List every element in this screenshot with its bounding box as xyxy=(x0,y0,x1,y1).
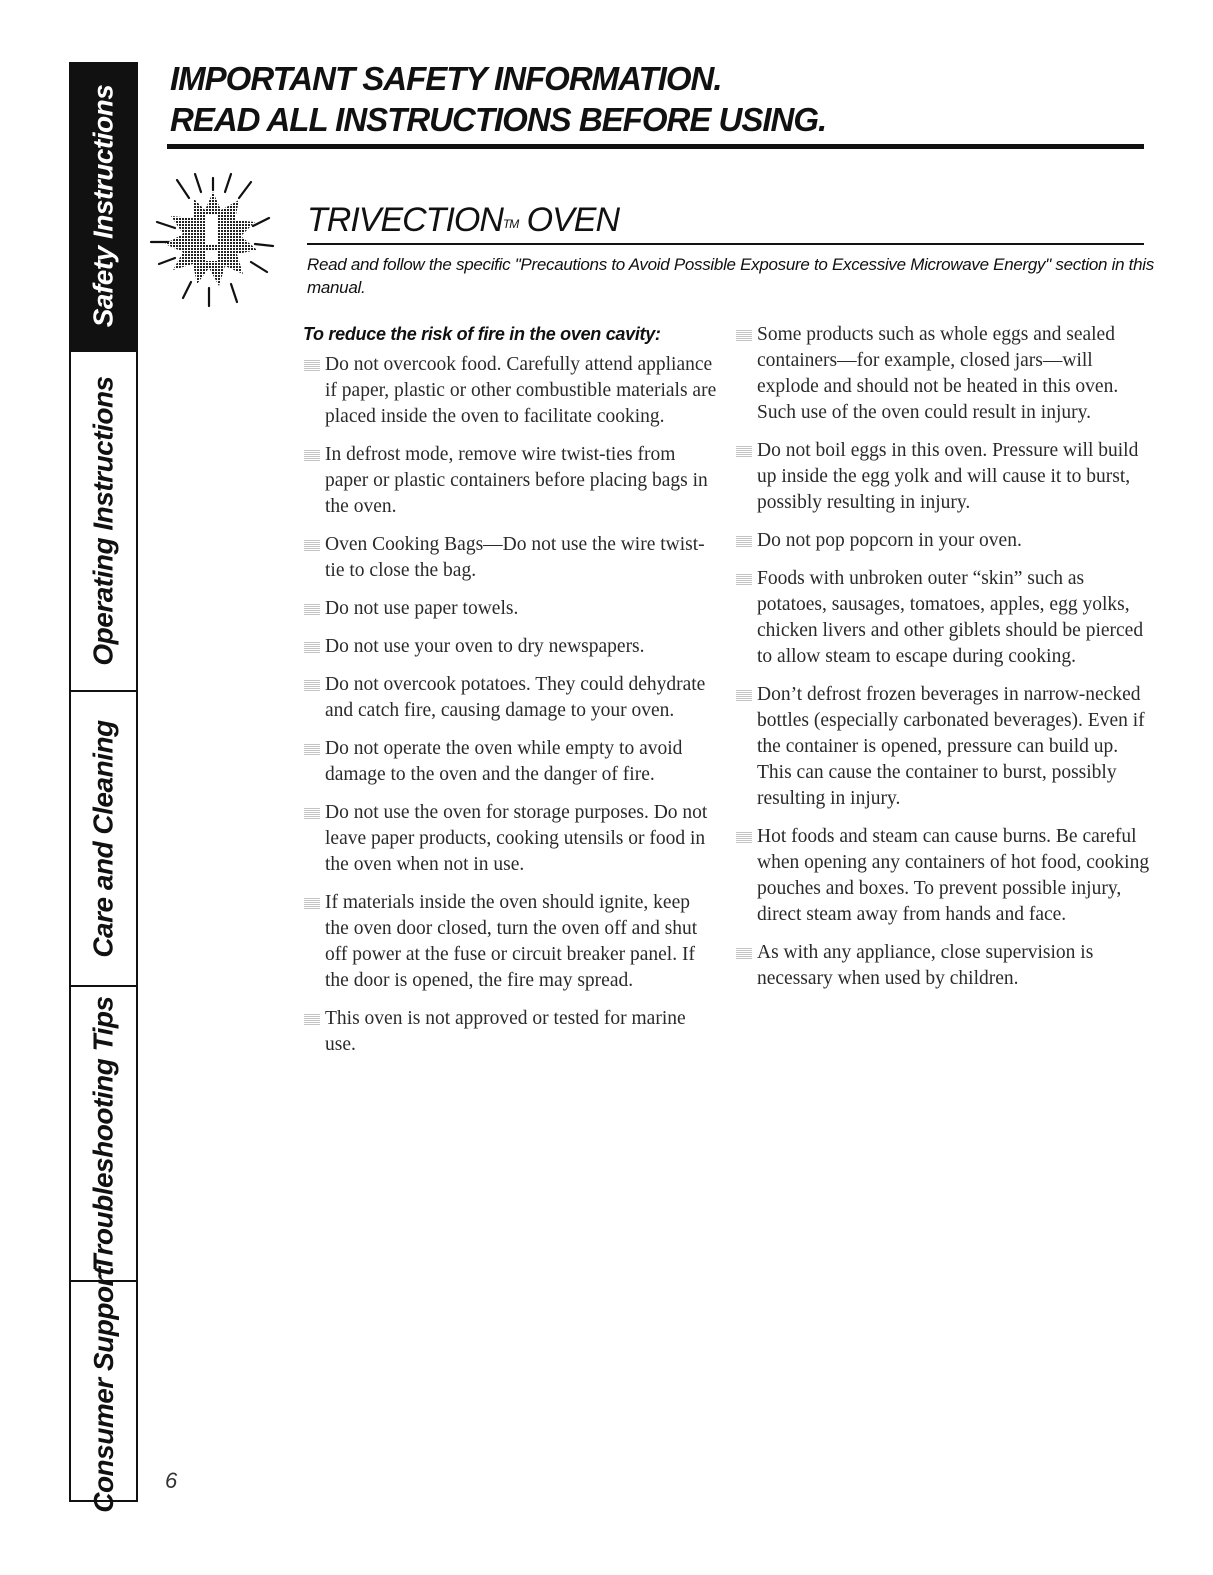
bullet-square-icon xyxy=(304,641,320,653)
list-item-text: If materials inside the oven should ignite, keep the oven door closed, turn the oven off and shut off power at the fuse or circuit breaker panel. If the door is opened, the fire may spread. xyxy=(325,892,698,991)
list-item-text: Do not overcook food. Carefully attend appliance if paper, plastic or other combustible materials are placed inside the oven to facilitate cooking. xyxy=(325,354,717,427)
page-number: 6 xyxy=(165,1468,178,1493)
list-item xyxy=(303,532,718,584)
bullet-square-icon xyxy=(304,359,320,371)
tab-label: Consumer Support xyxy=(87,1267,119,1513)
list-item xyxy=(303,1006,718,1058)
list-item xyxy=(303,672,718,724)
tab-consumer-support[interactable] xyxy=(71,1267,136,1513)
left-column xyxy=(303,322,718,1070)
list-item xyxy=(303,352,718,430)
list-item-text: In defrost mode, remove wire twist-ties from paper or plastic containers before placing bags in the oven. xyxy=(325,444,708,517)
bullet-square-icon xyxy=(304,743,320,755)
list-item-text: Do not use the oven for storage purposes. Do not leave paper products, cooking utensils or food in the oven when not in use. xyxy=(325,802,708,875)
tab-safety-instructions[interactable] xyxy=(71,62,136,352)
list-item xyxy=(303,442,718,520)
list-item xyxy=(735,528,1155,554)
trademark-mark: TM xyxy=(502,217,519,231)
list-item-text: Don’t defrost frozen beverages in narrow-necked bottles (especially carbonated beverages). Even if the container is opened, pressure can build up. This can cause the container to burst, possibly resulting in injury. xyxy=(757,684,1145,809)
tab-label: Operating Instructions xyxy=(87,376,119,666)
list-item-text: Do not use paper towels. xyxy=(325,598,519,619)
bullet-square-icon xyxy=(736,947,752,959)
list-item xyxy=(303,634,718,660)
bullet-square-icon xyxy=(736,831,752,843)
bullet-square-icon xyxy=(304,807,320,819)
bullet-square-icon xyxy=(736,689,752,701)
tab-label: Care and Cleaning xyxy=(87,719,119,958)
bullet-square-icon xyxy=(304,679,320,691)
list-item-text: Do not overcook potatoes. They could dehydrate and catch fire, causing damage to your oven. xyxy=(325,674,706,721)
bullet-square-icon xyxy=(304,539,320,551)
tab-troubleshooting-tips[interactable] xyxy=(71,987,136,1282)
fire-risk-list xyxy=(303,352,718,1058)
section-intro: Read and follow the specific "Precautions to Avoid Possible Exposure to Excessive Microwave Energy" section in this manual. xyxy=(307,255,1154,297)
tab-care-and-cleaning[interactable] xyxy=(71,692,136,987)
sidebar-nav xyxy=(69,62,138,1513)
bullet-square-icon xyxy=(304,897,320,909)
page-title-line-2: READ ALL INSTRUCTIONS BEFORE USING. xyxy=(170,101,827,138)
right-column xyxy=(735,322,1155,1004)
bullet-square-icon xyxy=(304,1013,320,1025)
list-item xyxy=(735,682,1155,812)
list-item xyxy=(303,890,718,994)
section-title xyxy=(307,200,619,240)
bullet-square-icon xyxy=(736,445,752,457)
list-item-text: Do not operate the oven while empty to avoid damage to the oven and the danger of fire. xyxy=(325,738,683,785)
list-item xyxy=(735,940,1155,992)
list-item-text: Some products such as whole eggs and sealed containers—for example, closed jars—will explode and should not be heated in this oven. Such use of the oven could result in injury. xyxy=(757,324,1119,423)
section-title-main: TRIVECTION xyxy=(307,201,503,239)
bullet-square-icon xyxy=(736,329,752,341)
list-item-text: Foods with unbroken outer “skin” such as potatoes, sausages, tomatoes, apples, egg yolks, chicken livers and other giblets should be pierced to allow steam to escape during cooking. xyxy=(757,568,1144,667)
list-item xyxy=(303,596,718,622)
list-item-text: This oven is not approved or tested for marine use. xyxy=(325,1008,686,1055)
list-item xyxy=(735,824,1155,928)
warning-starburst-icon xyxy=(143,170,283,310)
bullet-square-icon xyxy=(304,603,320,615)
list-item xyxy=(303,736,718,788)
list-item-text: Oven Cooking Bags—Do not use the wire twist-tie to close the bag. xyxy=(325,534,705,581)
list-item xyxy=(303,800,718,878)
bullet-square-icon xyxy=(304,449,320,461)
tab-operating-instructions[interactable] xyxy=(71,352,136,692)
bullet-square-icon xyxy=(736,573,752,585)
fire-risk-subheading: To reduce the risk of fire in the oven cavity: xyxy=(303,324,661,344)
list-item-text: Do not pop popcorn in your oven. xyxy=(757,530,1022,551)
header-divider xyxy=(167,144,1144,149)
bullet-square-icon xyxy=(736,535,752,547)
tab-label: Safety Instructions xyxy=(87,84,119,328)
page-title-line-1: IMPORTANT SAFETY INFORMATION. xyxy=(170,60,722,97)
list-item-text: Do not boil eggs in this oven. Pressure will build up inside the egg yolk and will cause it to burst, possibly resulting in injury. xyxy=(757,440,1139,513)
precautions-list xyxy=(735,322,1155,992)
page-title xyxy=(170,58,826,140)
list-item-text: Do not use your oven to dry newspapers. xyxy=(325,636,645,657)
list-item xyxy=(735,438,1155,516)
tab-label: Troubleshooting Tips xyxy=(87,995,119,1272)
section-divider xyxy=(307,243,1144,245)
list-item-text: Hot foods and steam can cause burns. Be careful when opening any containers of hot food, cooking pouches and boxes. To prevent possible injury, direct steam away from hands and face. xyxy=(757,826,1150,925)
list-item xyxy=(735,566,1155,670)
list-item xyxy=(735,322,1155,426)
section-title-suffix: OVEN xyxy=(518,201,620,239)
list-item-text: As with any appliance, close supervision is necessary when used by children. xyxy=(757,942,1094,989)
